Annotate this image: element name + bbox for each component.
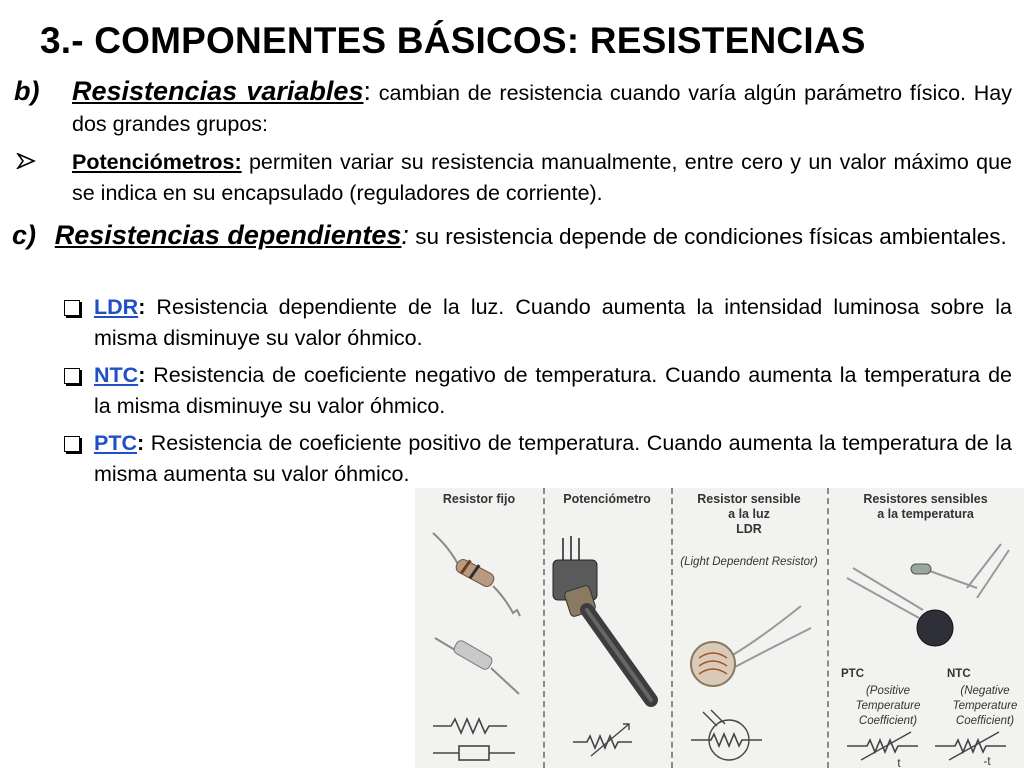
panel-label: Resistor sensible a la luz LDR <box>697 492 801 536</box>
ldr-link[interactable]: LDR <box>94 295 139 319</box>
potentiometer-image <box>543 488 671 768</box>
section-b-marker: b) <box>14 76 40 106</box>
section-c-marker: c) <box>12 220 37 250</box>
fixed-resistor-image <box>415 488 543 768</box>
ntc-figure-label <box>947 666 1024 683</box>
section-b-heading: Resistencias variables <box>72 76 364 106</box>
resistor-types-figure <box>415 488 1024 768</box>
ptc-figure-label <box>841 666 931 683</box>
section-b-colon: : <box>363 76 371 106</box>
ntc-text: Resistencia de coeficiente negativo de temperatura. Cuando aumenta la temperatura de la misma disminuye su valor óhmico. <box>94 363 1012 418</box>
ntc-list-item <box>94 360 1012 422</box>
panel-resistor-fijo <box>415 488 543 768</box>
ldr-image <box>671 488 827 768</box>
potenciometros-paragraph <box>72 147 1012 209</box>
ntc-link[interactable]: NTC <box>94 363 139 387</box>
panel-label: Resistor fijo <box>442 492 516 506</box>
page-title: 3.- COMPONENTES BÁSICOS: RESISTENCIAS <box>40 20 866 61</box>
section-c-colon: : <box>401 220 409 250</box>
potenciometros-term: Potenciómetros: <box>72 150 242 174</box>
ptc-figure-term: PTC <box>841 668 864 680</box>
ptc-figure-desc: (Positive Temperature Coefficient) <box>855 685 921 727</box>
ldr-list-item <box>94 292 1012 354</box>
section-c-paragraph <box>12 220 1012 252</box>
ntc-symbol-label: -t <box>983 756 991 768</box>
panel-ldr <box>671 488 827 768</box>
panel-label: Resistores sensibles a la temperatura <box>863 492 988 521</box>
potenciometros-text: permiten variar su resistencia manualmente, entre cero y un valor máximo que se indica en su encapsulado (reguladores de corriente). <box>72 150 1012 205</box>
ptc-text: Resistencia de coeficiente positivo de temperatura. Cuando aumenta la temperatura de la misma aumenta su valor óhmico. <box>94 431 1012 486</box>
ntc-sep: : <box>138 363 146 387</box>
checkbox-bullet-icon <box>64 368 80 384</box>
checkbox-bullet-icon <box>64 436 80 452</box>
section-c-text: su resistencia depende de condiciones físicas ambientales. <box>408 224 1007 249</box>
ptc-symbol-label: t <box>897 758 901 768</box>
ntc-figure-term: NTC <box>947 668 971 680</box>
panel-temperatura <box>827 488 1024 768</box>
ldr-text: Resistencia dependiente de la luz. Cuando aumenta la intensidad luminosa sobre la misma disminuye su valor óhmico. <box>94 295 1012 350</box>
checkbox-bullet-icon <box>64 300 80 316</box>
arrow-bullet-icon <box>16 153 36 169</box>
panel-label: Potenciómetro <box>563 492 651 506</box>
panel-potenciometro <box>543 488 671 768</box>
section-b-paragraph <box>72 76 1012 140</box>
ptc-sep: : <box>137 431 145 455</box>
section-c-heading: Resistencias dependientes <box>54 220 402 250</box>
ntc-figure-desc: (Negative Temperature Coefficient) <box>952 685 1018 727</box>
panel-sublabel: (Light Dependent Resistor) <box>680 556 818 568</box>
section-b-text: cambian de resistencia cuando varía algún parámetro físico. Hay dos grandes grupos: <box>72 81 1012 136</box>
ptc-list-item <box>94 428 1012 490</box>
ptc-link[interactable]: PTC <box>94 431 137 455</box>
ldr-sep: : <box>138 295 146 319</box>
